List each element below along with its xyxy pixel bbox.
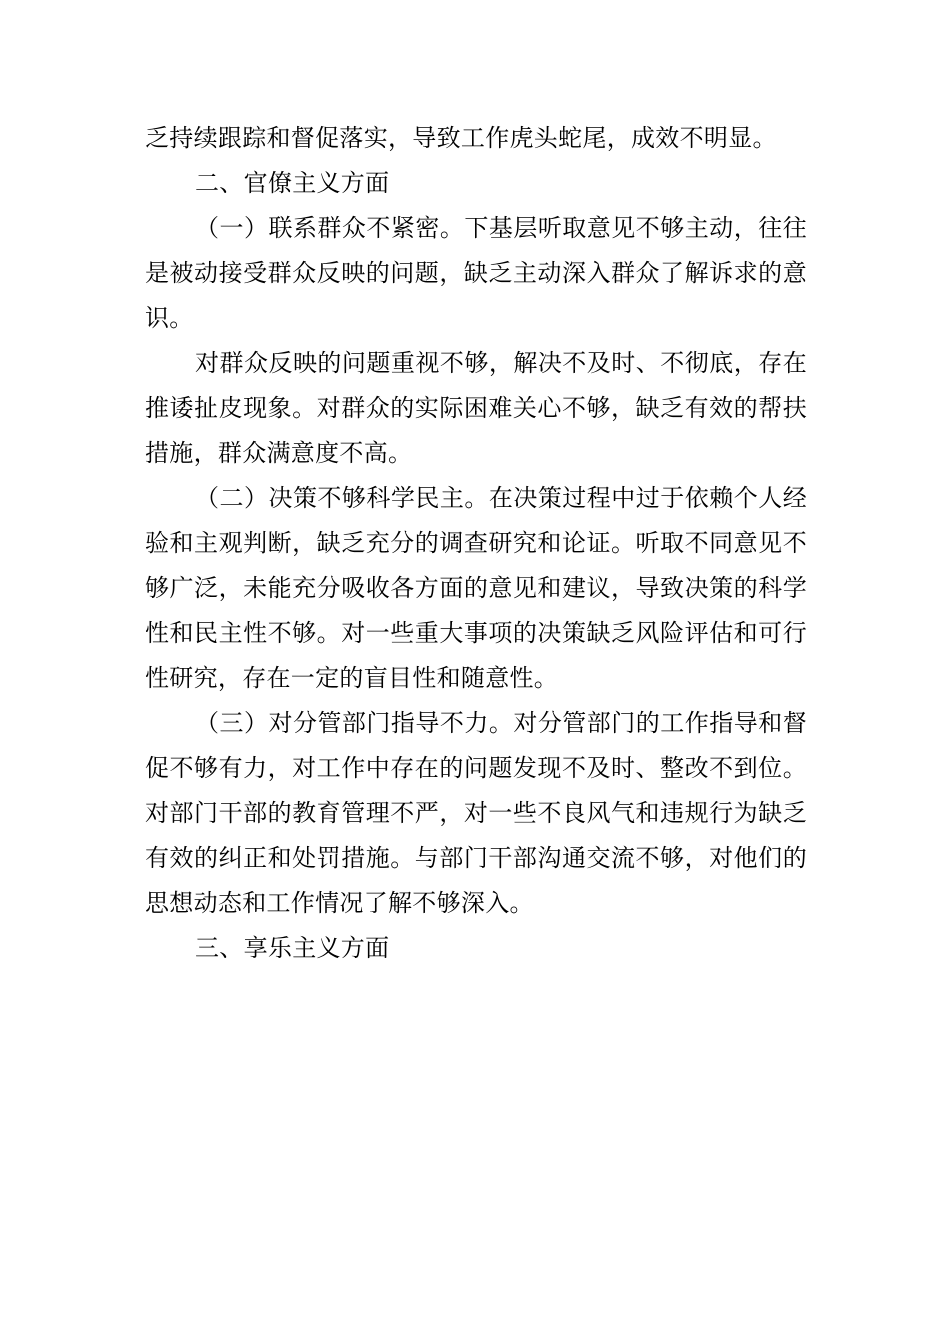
paragraph-item-1-continued: 对群众反映的问题重视不够，解决不及时、不彻底，存在推诿扯皮现象。对群众的实际困难关心不够，缺乏有效的帮扶措施，群众满意度不高。 — [145, 349, 807, 467]
document-body — [145, 116, 807, 971]
paragraph-item-3: （三）对分管部门指导不力。对分管部门的工作指导和督促不够有力，对工作中存在的问题发现不及时、整改不到位。对部门干部的教育管理不严，对一些不良风气和违规行为缺乏有效的纠正和处罚措施。与部门干部沟通交流不够，对他们的思想动态和工作情况了解不够深入。 — [145, 709, 807, 917]
paragraph-continuation: 乏持续跟踪和督促落实，导致工作虎头蛇尾，成效不明显。 — [145, 124, 777, 152]
section-heading-hedonism: 三、享乐主义方面 — [195, 934, 390, 962]
section-heading-bureaucratism: 二、官僚主义方面 — [195, 169, 390, 197]
paragraph-item-2: （二）决策不够科学民主。在决策过程中过于依赖个人经验和主观判断，缺乏充分的调查研究和论证。听取不同意见不够广泛，未能充分吸收各方面的意见和建议，导致决策的科学性和民主性不够。对一些重大事项的决策缺乏风险评估和可行性研究，存在一定的盲目性和随意性。 — [145, 484, 807, 692]
paragraph-item-1: （一）联系群众不紧密。下基层听取意见不够主动，往往是被动接受群众反映的问题，缺乏主动深入群众了解诉求的意识。 — [145, 214, 807, 332]
